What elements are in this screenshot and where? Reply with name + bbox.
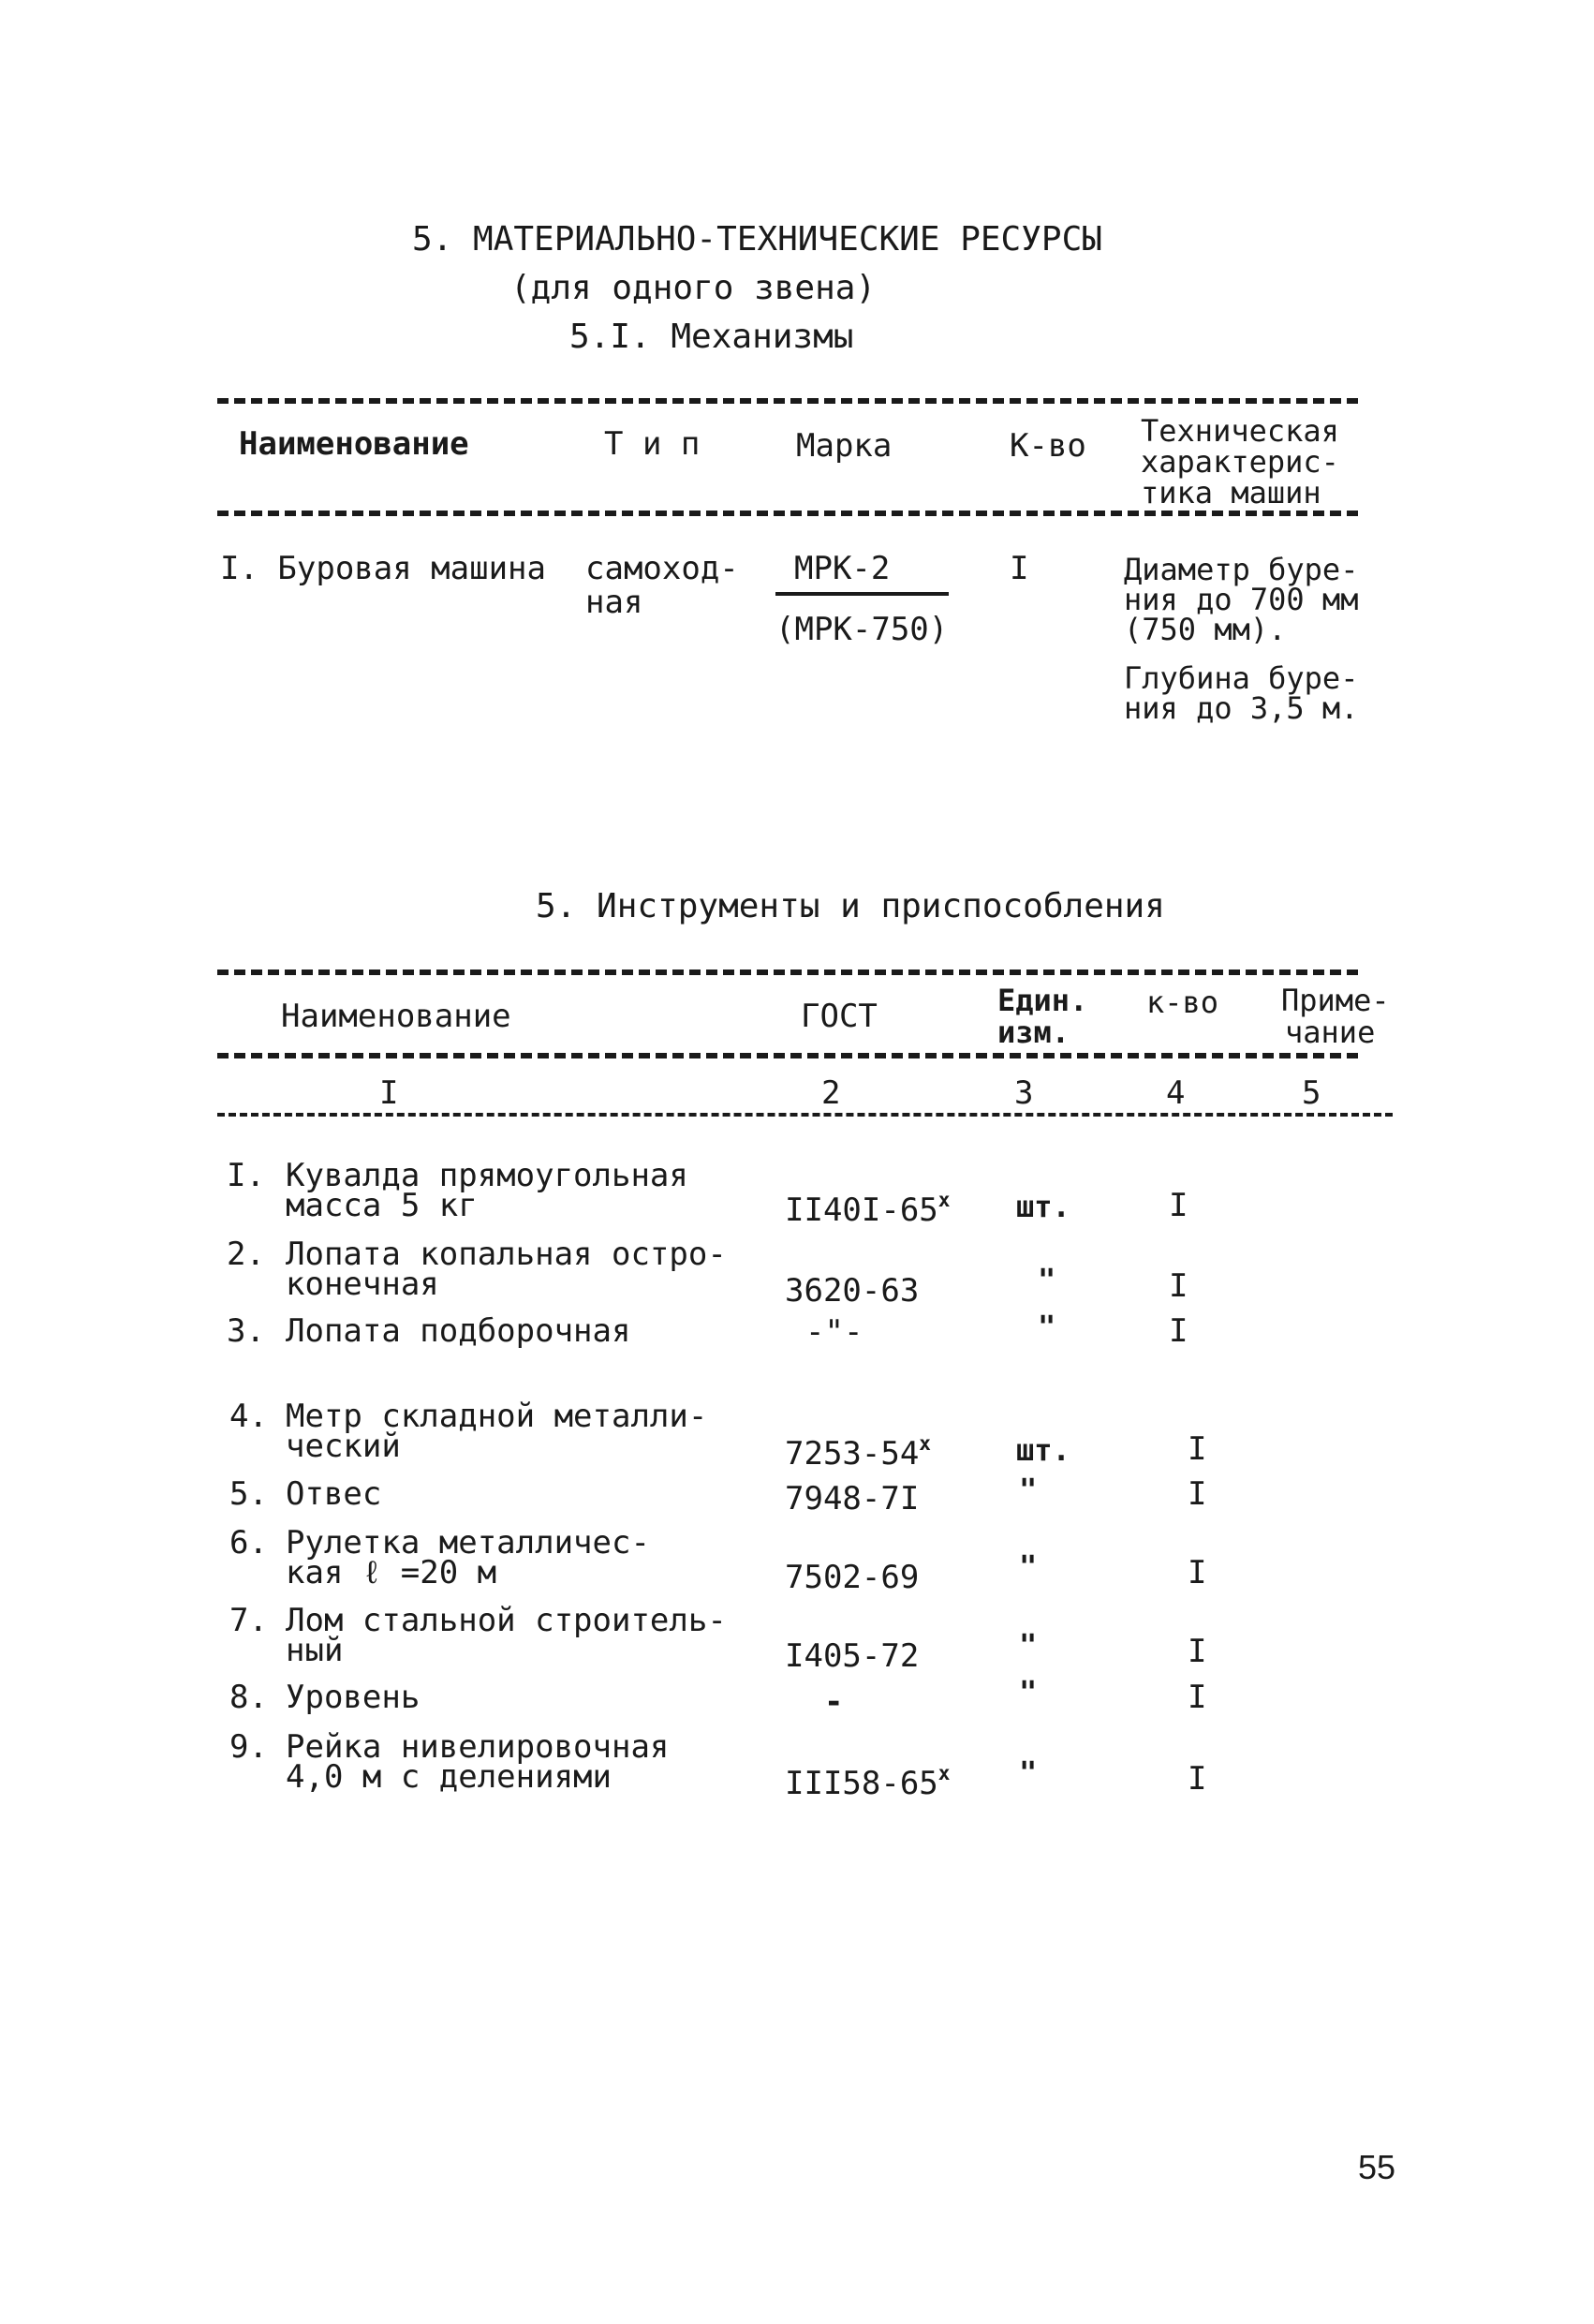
mech-row-spec-line2: ния до 700 мм	[1124, 582, 1359, 617]
mech-row-qty: I	[1010, 550, 1029, 587]
tool-row-unit: "	[1038, 1262, 1056, 1297]
brand-fraction-line	[775, 592, 949, 596]
mech-col-spec-line1: Техническая	[1141, 413, 1339, 449]
mech-row-spec-line4: Глубина буре-	[1124, 660, 1359, 696]
tools-rule-top	[217, 970, 1358, 975]
table-rule-header	[217, 511, 1358, 516]
tool-row-num: 5.	[229, 1475, 268, 1513]
tool-row-unit: "	[1019, 1674, 1038, 1710]
mech-row-spec-line1: Диаметр буре-	[1124, 552, 1359, 587]
mech-row-type-line2: ная	[585, 584, 643, 621]
tool-row-name-line2: масса 5 кг	[286, 1187, 478, 1224]
mech-col-brand: Марка	[796, 427, 893, 465]
tool-row-name-line2: кая ℓ =20 м	[286, 1554, 497, 1591]
mech-row-brand-line2: (МРК-750)	[775, 611, 949, 648]
tool-row-name-line1: Рулетка металличес-	[286, 1524, 650, 1562]
tools-col-name: Наименование	[281, 998, 511, 1035]
tool-row-name-line1: Лопата подборочная	[286, 1312, 631, 1350]
mech-col-name: Наименование	[239, 425, 469, 463]
mech-col-spec-line3: тика машин	[1141, 475, 1321, 511]
tool-row-unit: "	[1019, 1627, 1038, 1663]
page-title: 5. МАТЕРИАЛЬНО-ТЕХНИЧЕСКИЕ РЕСУРСЫ	[412, 220, 1102, 259]
tool-row-gost: -"-	[805, 1312, 863, 1351]
tool-row-gost: I405-72	[785, 1636, 920, 1675]
tool-row-qty: I	[1169, 1187, 1188, 1224]
tool-row-num: 9.	[229, 1728, 268, 1766]
tool-row-num: 2.	[227, 1236, 265, 1273]
tool-row-qty: I	[1169, 1312, 1188, 1350]
tools-col-note-line1: Приме-	[1281, 983, 1390, 1018]
tool-row-name-line1: Лом стальной строитель-	[286, 1602, 727, 1639]
mech-row-name: I. Буровая машина	[220, 550, 546, 587]
mech-row-spec-line5: ния до 3,5 м.	[1124, 690, 1359, 726]
tool-row-name-line1: Отвес	[286, 1475, 382, 1513]
tool-row-name-line1: Кувалда прямоугольная	[286, 1157, 688, 1194]
page-number: 55	[1358, 2148, 1396, 2186]
tool-row-gost: 7502-69	[785, 1558, 920, 1596]
col-number-3: 3	[1014, 1074, 1034, 1112]
tool-row-num: 7.	[229, 1602, 268, 1639]
tool-row-qty: I	[1188, 1475, 1207, 1513]
col-number-5: 5	[1302, 1074, 1321, 1112]
section-title-tools: 5. Инструменты и приспособления	[536, 887, 1165, 925]
page-subtitle: (для одного звена)	[510, 269, 877, 307]
tool-row-num: I.	[227, 1157, 265, 1194]
tool-row-name-line2: ный	[286, 1632, 344, 1669]
tool-row-name-line1: Уровень	[286, 1679, 421, 1716]
tool-row-unit: шт.	[1016, 1432, 1070, 1468]
tool-row-name-line1: Рейка нивелировочная	[286, 1728, 670, 1766]
tool-row-gost: $7253-54^х$	[785, 1431, 931, 1473]
tool-row-unit: "	[1019, 1548, 1038, 1584]
tools-rule-numbers	[217, 1113, 1393, 1117]
tools-col-unit-line2: изм.	[997, 1014, 1070, 1050]
tool-row-qty: I	[1188, 1760, 1207, 1798]
tool-row-gost: $III58-65^х$	[785, 1761, 951, 1802]
tool-row-unit: "	[1038, 1309, 1056, 1344]
tool-row-name-line2: 4,0 м с делениями	[286, 1758, 612, 1796]
tools-col-qty: к-во	[1146, 984, 1219, 1020]
tool-row-num: 8.	[229, 1679, 268, 1716]
mech-col-type: Т и п	[604, 425, 701, 463]
tools-rule-header	[217, 1053, 1358, 1058]
tool-row-gost: 3620-63	[785, 1271, 920, 1310]
table-rule-top	[217, 398, 1358, 404]
tool-row-name-line1: Метр складной металли-	[286, 1398, 708, 1435]
tool-row-gost: -	[824, 1682, 844, 1721]
tools-col-note-line2: чание	[1285, 1014, 1376, 1050]
col-number-4: 4	[1166, 1074, 1186, 1112]
tool-row-unit: шт.	[1016, 1189, 1070, 1224]
tool-row-qty: I	[1188, 1633, 1207, 1670]
mech-row-spec-line3: (750 мм).	[1124, 612, 1287, 647]
tools-col-gost: ГОСТ	[801, 998, 878, 1035]
tool-row-qty: I	[1188, 1679, 1207, 1716]
mech-col-spec-line2: характерис-	[1141, 444, 1339, 480]
col-number-2: 2	[821, 1074, 841, 1112]
section-title-mechanisms: 5.I. Механизмы	[569, 318, 854, 356]
tool-row-num: 6.	[229, 1524, 268, 1562]
tool-row-num: 3.	[227, 1312, 265, 1350]
mech-row-brand-line1: МРК-2	[794, 550, 891, 587]
tools-col-unit-line1: Един.	[997, 983, 1088, 1018]
tool-row-gost: $II40I-65^х$	[785, 1188, 951, 1229]
col-number-1: I	[379, 1074, 399, 1112]
tool-row-unit: "	[1019, 1754, 1038, 1790]
tool-row-name-line1: Лопата копальная остро-	[286, 1236, 727, 1273]
mech-col-qty: К-во	[1010, 427, 1086, 465]
tool-row-qty: I	[1188, 1554, 1207, 1591]
tool-row-name-line2: ческий	[286, 1428, 401, 1465]
mech-row-type-line1: самоход-	[585, 550, 739, 587]
tool-row-gost: 7948-7I	[785, 1479, 920, 1517]
tool-row-qty: I	[1169, 1267, 1188, 1305]
tool-row-name-line2: конечная	[286, 1266, 439, 1303]
tool-row-unit: "	[1019, 1472, 1038, 1507]
tool-row-qty: I	[1188, 1430, 1207, 1468]
tool-row-num: 4.	[229, 1398, 268, 1435]
